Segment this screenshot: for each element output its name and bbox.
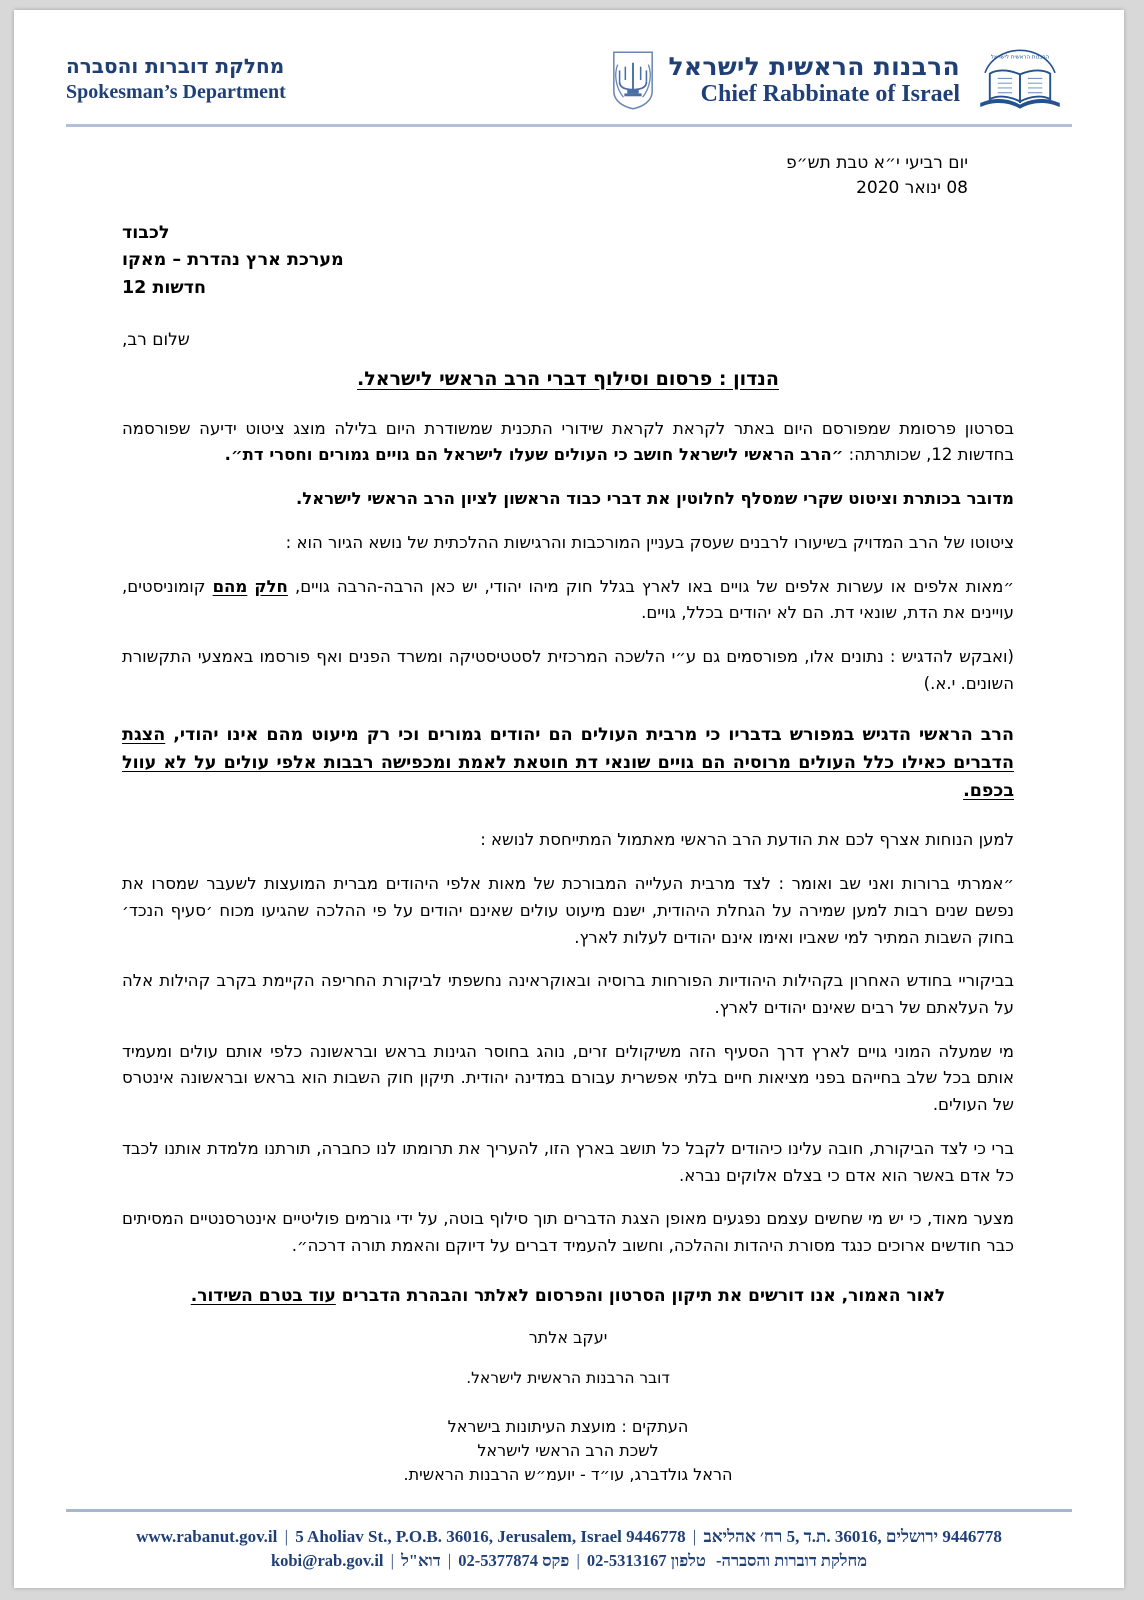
footer-website[interactable]: www.rabanut.gov.il xyxy=(136,1526,278,1546)
paragraph-false-quote: מדובר בכותרת וציטוט שקרי שמסלף לחלוטין את דברי כבוד הראשון לציון הרב הראשי לישראל. xyxy=(295,489,1014,509)
accurate-quote-part-a: ״מאות אלפים או עשרות אלפים של גויים באו לארץ בגלל חוק מיהו יהודי, יש כאן הרבה-הרבה גויים, xyxy=(287,576,1014,596)
signature-role: דובר הרבנות הראשית לישראל. xyxy=(466,1368,670,1387)
gregorian-date: 08 ינואר 2020 xyxy=(856,177,968,198)
paragraph-emphasis xyxy=(122,721,1014,805)
footer-email-label: דוא"ל xyxy=(401,1551,441,1571)
letterhead xyxy=(14,10,1124,112)
date-block xyxy=(122,151,968,200)
paragraph-statistics-note: (ואבקש להדגיש : נתונים אלו, מפורסמים גם ע״י הלשכה המרכזית לסטטיסטיקה ומשרד הפנים ואף פורסמו באמצעי התקשורת השונים. י.א.) xyxy=(122,646,1014,693)
footer-phone-label: טלפון xyxy=(670,1551,706,1571)
open-book-logo-icon xyxy=(972,49,1068,111)
svg-text:הרבנות הראשית לישראל: הרבנות הראשית לישראל xyxy=(990,54,1050,61)
footer-separator-1: | xyxy=(284,1526,288,1546)
header-divider xyxy=(66,124,1072,127)
demand-line xyxy=(122,1286,1014,1306)
statement-paragraph-4: ברי כי לצד הביקורת, חובה עלינו כיהודים לקבל כל תושב בארץ הזו, להעריך את תרומתו לנו כחברה, תורתנו מלמדת אותנו לכבד כל אדם באשר הוא אדם כי בצלם אלוקים נברא. xyxy=(122,1138,1014,1185)
statement-paragraph-2: בביקוריי בחודש האחרון בקהילות היהודיות הפורחות ברוסיה ובאוקראינה נחשפתי לביקורת החריפה הקיימת בקרב קהילות אלה על העלאתם של רבים שאינם יהודים לארץ. xyxy=(122,971,1014,1017)
signature-name: יעקב אלתר xyxy=(528,1327,608,1347)
org-name-hebrew: הרבנות הראשית לישראל xyxy=(668,51,960,81)
statement-paragraph-3: מי שמעלה המוני גויים לארץ דרך הסעיף הזה משיקולים זרים, נוהג בחוסר הגינות בראש ובראשונה כלפי אותם עולים ומעמיד אותם בכל שלב בחייהם בפני מציאות חיים בלתי אפשרית עבורם במדינה יהודית. תיקון חוק השבות הוא בראש ובראשונה אינטרס של העולים. xyxy=(122,1041,1014,1115)
paragraph-intro xyxy=(122,416,1014,469)
addressee-block xyxy=(122,220,1014,301)
hebrew-date: יום רביעי י״א טבת תש״פ xyxy=(786,153,968,173)
accurate-quote-part-b: קומוניסטים, עויינים את הדת, שונאי דת. הם לא יהודים בכלל, גויים. xyxy=(122,576,1014,623)
footer-separator-2: | xyxy=(692,1526,697,1546)
cc-line-2: לשכת הרב הראשי לישראל xyxy=(477,1440,659,1460)
organization-branding xyxy=(610,49,1068,111)
paragraph-attachment-note: למען הנוחות אצרף לכם את הודעת הרב הראשי מאתמול המתייחסת לנושא : xyxy=(480,830,1014,850)
addressee-to-label: לכבוד xyxy=(122,223,170,244)
footer-fax-label: פקס xyxy=(542,1551,570,1571)
accurate-quote-emphasis-2: מהם xyxy=(212,576,248,596)
footer-phone-number: 02-5313167 xyxy=(586,1551,667,1571)
footer-separator-5: | xyxy=(576,1551,580,1571)
paragraph-intro-text: בסרטון פרסומת שמפורסם היום באתר לקראת לקראת שידורי התכנית שמשודרת היום בלילה מוצג ציטוט ידיעה שפורסמה בחדשות 12, שכותרתה: xyxy=(122,418,1014,465)
cc-line-1: העתקים : מועצת העיתונות בישראל xyxy=(447,1416,689,1436)
demand-text: לאור האמור, אנו דורשים את תיקון הסרטון והפרסום לאלתר והבהרת הדברים xyxy=(335,1285,946,1306)
department-name-english: Spokesman’s Department xyxy=(66,81,286,103)
footer-separator-4: | xyxy=(447,1551,452,1571)
letter-page xyxy=(14,10,1124,1588)
footer-department-label: מחלקת דוברות והסברה- xyxy=(716,1551,868,1571)
addressee-line-1: מערכת ארץ נהדרת – מאקו xyxy=(122,250,344,271)
footer-address-english: 5 Aholiav St., P.O.B. 36016, Jerusalem, Israel 9446778 xyxy=(295,1526,686,1546)
org-name-english: Chief Rabbinate of Israel xyxy=(700,80,960,107)
footer-divider xyxy=(66,1509,1072,1512)
paragraph-accurate-quote-intro: ציטוטו של הרב המדויק בשיעורו לרבנים שעסק בעניין המורכבות והרגישות ההלכתית של נושא הגיור הוא : xyxy=(285,532,1014,552)
organization-name xyxy=(668,53,960,108)
footer-contact-line xyxy=(66,1549,1072,1574)
letter-footer xyxy=(14,1509,1124,1574)
cc-line-3: הראל גולדברג, עו״ד - יועמ״ש הרבנות הראשית. xyxy=(403,1464,733,1484)
department-title xyxy=(66,55,286,104)
greeting: שלום רב, xyxy=(122,329,190,350)
accurate-quote-emphasis-1: חלק xyxy=(254,576,288,596)
addressee-line-2: חדשות 12 xyxy=(122,277,206,298)
footer-fax-number: 02-5377874 xyxy=(458,1551,539,1571)
footer-address-line xyxy=(66,1524,1072,1550)
department-name-hebrew: מחלקת דוברות והסברה xyxy=(66,54,285,79)
footer-email[interactable]: kobi@rab.gov.il xyxy=(270,1551,384,1571)
cc-block xyxy=(122,1415,1014,1487)
statement-paragraph-1: ״אמרתי ברורות ואני שב ואומר : לצד מרבית העלייה המבורכת של מאות אלפי היהודים מברית המועצות לשעבר שמסרו את נפשם שנים רבות למען שמירה על הגחלת היהודית, ישנם מיעוט עולים שאינם יהודים על פי ההלכה שהגיעו מכוח ׳סעיף הנכד׳ בחוק השבות המתיר למי שאביו ואימו אינם יהודים לעלות לארץ. xyxy=(122,874,1014,947)
statement-paragraph-5: מצער מאוד, כי יש מי שחשים עצמם נפגעים מאופן הצגת הדברים תוך סילוף בוטה, על ידי גורמים פוליטיים אינטרסנטיים המסיתים כבר חודשים ארוכים כנגד מסורת היהדות וההלכה, וחשוב להעמיד דברים על דיוקם והאמת תורה דרכה״. xyxy=(122,1209,1014,1256)
emphasis-part-a: הרב הראשי הדגיש במפורש בדבריו כי מרבית העולים הם יהודים גמורים וכי רק מיעוט מהם אינו יהודי, xyxy=(165,725,1014,746)
footer-separator-3: | xyxy=(390,1551,394,1571)
quoted-headline: ״הרב הראשי לישראל חושב כי העולים שעלו לישראל הם גויים גמורים וחסרי דת״. xyxy=(224,445,844,465)
israel-state-emblem-icon xyxy=(610,49,656,111)
demand-text-underlined: עוד בטרם השידור. xyxy=(190,1285,336,1306)
emphasis-part-b-underlined: הצגת הדברים כאילו כלל העולים מרוסיה הם גויים שונאי דת חוטאת לאמת ומכפישה רבבות אלפי עולים על לא עוול בכפם. xyxy=(122,725,1014,802)
footer-address-hebrew: 9446778 ירושלים ,36016 .ת.ד ,5 רח׳ אהליאב xyxy=(703,1526,1002,1546)
subject-line: הנדון : פרסום וסילוף דברי הרב הראשי לישראל. xyxy=(357,367,779,390)
paragraph-accurate-quote xyxy=(122,574,1014,627)
letter-body xyxy=(14,127,1124,1487)
